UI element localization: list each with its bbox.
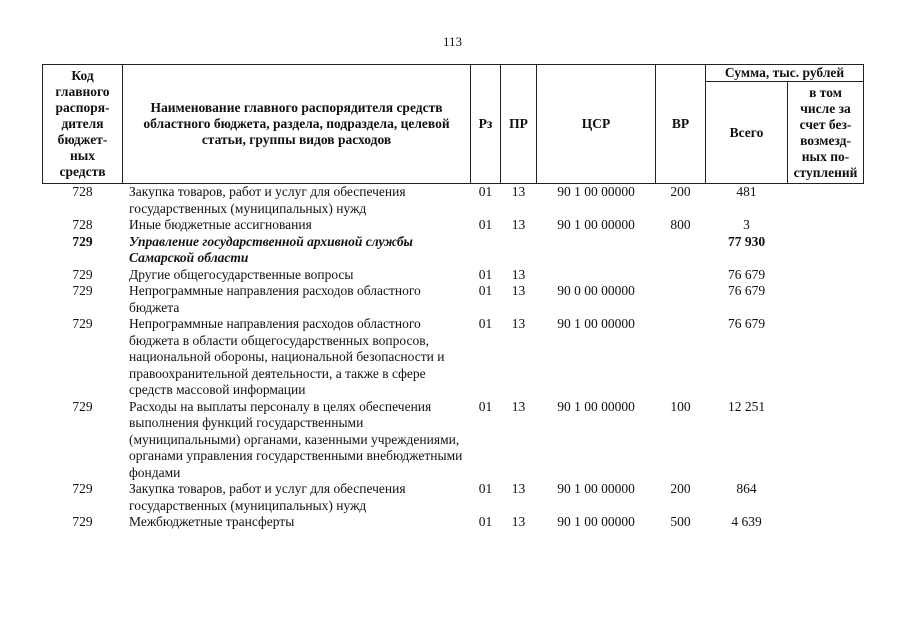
cell-csr: 90 1 00 00000	[557, 398, 635, 414]
cell-code: 729	[72, 398, 93, 414]
cell-gratuitous	[788, 234, 864, 267]
table-row	[43, 283, 864, 316]
table-row	[43, 267, 864, 284]
cell-rz: 01	[478, 283, 493, 298]
cell-pr: 13	[511, 184, 526, 199]
cell-name: Закупка товаров, работ и услуг для обеспечения государственных (муниципальных) нужд	[129, 184, 406, 216]
cell-rz: 01	[478, 514, 493, 529]
cell-gratuitous	[788, 267, 864, 284]
header-rz: Рз	[471, 65, 501, 184]
cell-code: 729	[72, 266, 93, 282]
cell-total: 4 639	[731, 514, 762, 529]
cell-code: 728	[72, 184, 93, 199]
cell-code: 729	[72, 233, 93, 249]
header-sum: Сумма, тыс. рублей	[706, 65, 864, 82]
table-row	[43, 514, 864, 531]
cell-vr	[656, 316, 706, 399]
cell-csr	[537, 234, 656, 267]
cell-code: 729	[72, 316, 93, 331]
cell-vr: 800	[670, 217, 691, 232]
cell-total: 864	[736, 481, 757, 496]
cell-rz: 01	[478, 266, 493, 282]
cell-total: 76 679	[727, 316, 766, 331]
header-vr: ВР	[656, 65, 706, 184]
cell-rz: 01	[478, 184, 493, 199]
header-csr: ЦСР	[537, 65, 656, 184]
cell-vr	[656, 267, 706, 284]
cell-rz: 01	[478, 398, 493, 414]
cell-pr: 13	[511, 481, 526, 496]
cell-total: 76 679	[727, 283, 766, 298]
cell-total: 77 930	[727, 233, 766, 249]
cell-gratuitous	[788, 514, 864, 531]
cell-total: 3	[743, 217, 750, 232]
header-code: Код главного распоря-дителя бюджет-ных средств	[43, 65, 123, 184]
cell-name: Другие общегосударственные вопросы	[129, 266, 354, 282]
cell-vr: 100	[670, 398, 691, 414]
cell-vr: 200	[670, 184, 691, 199]
cell-gratuitous	[788, 217, 864, 234]
cell-name: Межбюджетные трансферты	[129, 514, 295, 529]
cell-rz: 01	[478, 316, 493, 331]
table-body	[43, 184, 864, 531]
cell-total: 76 679	[727, 266, 766, 282]
page-number: 113	[442, 34, 463, 49]
cell-total: 481	[736, 184, 757, 199]
cell-total: 12 251	[727, 398, 766, 414]
cell-gratuitous	[788, 316, 864, 399]
cell-name: Закупка товаров, работ и услуг для обеспечения государственных (муниципальных) нужд	[129, 481, 406, 513]
cell-gratuitous	[788, 399, 864, 482]
cell-csr: 90 1 00 00000	[557, 217, 635, 232]
header-total: Всего	[706, 82, 788, 184]
cell-csr: 90 0 00 00000	[557, 283, 635, 298]
cell-vr: 500	[670, 514, 691, 529]
table-row	[43, 184, 864, 218]
cell-csr	[537, 267, 656, 284]
cell-gratuitous	[788, 184, 864, 218]
cell-vr: 200	[670, 481, 691, 496]
cell-csr: 90 1 00 00000	[557, 514, 635, 529]
cell-vr	[656, 283, 706, 316]
cell-name: Расходы на выплаты персоналу в целях обеспечения выполнения функций государственными (муниципальными) органами, казенными учреждениями, органами управления государственными внебюджетными фондами	[129, 398, 463, 480]
cell-name: Непрограммные направления расходов областного бюджета	[129, 283, 421, 315]
table-row	[43, 316, 864, 399]
header-name: Наименование главного распорядителя средств областного бюджета, раздела, подраздела, целевой статьи, группы видов расходов	[123, 65, 471, 184]
cell-csr: 90 1 00 00000	[557, 316, 635, 331]
budget-table	[42, 64, 864, 531]
header-pr: ПР	[501, 65, 537, 184]
cell-pr: 13	[511, 316, 526, 331]
cell-pr	[501, 234, 537, 267]
table-header	[43, 65, 864, 184]
cell-pr: 13	[511, 398, 526, 414]
table-row	[43, 399, 864, 482]
cell-vr	[656, 234, 706, 267]
cell-name: Управление государственной архивной службы Самарской области	[129, 233, 413, 265]
cell-name: Непрограммные направления расходов областного бюджета в области общегосударственных вопросов, национальной обороны, национальной безопасности и правоохранительной деятельности, а также в сфере средств массовой информации	[129, 316, 445, 397]
cell-code: 728	[72, 217, 93, 232]
cell-pr: 13	[511, 217, 526, 232]
cell-gratuitous	[788, 481, 864, 514]
cell-rz: 01	[478, 217, 493, 232]
table-row	[43, 217, 864, 234]
cell-code: 729	[72, 514, 93, 529]
header-gratuitous: в том числе за счет без-возмезд-ных по-ступлений	[788, 82, 864, 184]
cell-code: 729	[72, 481, 93, 496]
cell-gratuitous	[788, 283, 864, 316]
cell-rz: 01	[478, 481, 493, 496]
table-row	[43, 234, 864, 267]
cell-csr: 90 1 00 00000	[557, 481, 635, 496]
cell-pr: 13	[511, 266, 526, 282]
cell-rz	[471, 234, 501, 267]
table-row	[43, 481, 864, 514]
cell-pr: 13	[511, 514, 526, 529]
cell-csr: 90 1 00 00000	[557, 184, 635, 199]
cell-name: Иные бюджетные ассигнования	[129, 217, 312, 232]
cell-pr: 13	[511, 283, 526, 298]
cell-code: 729	[72, 283, 93, 298]
